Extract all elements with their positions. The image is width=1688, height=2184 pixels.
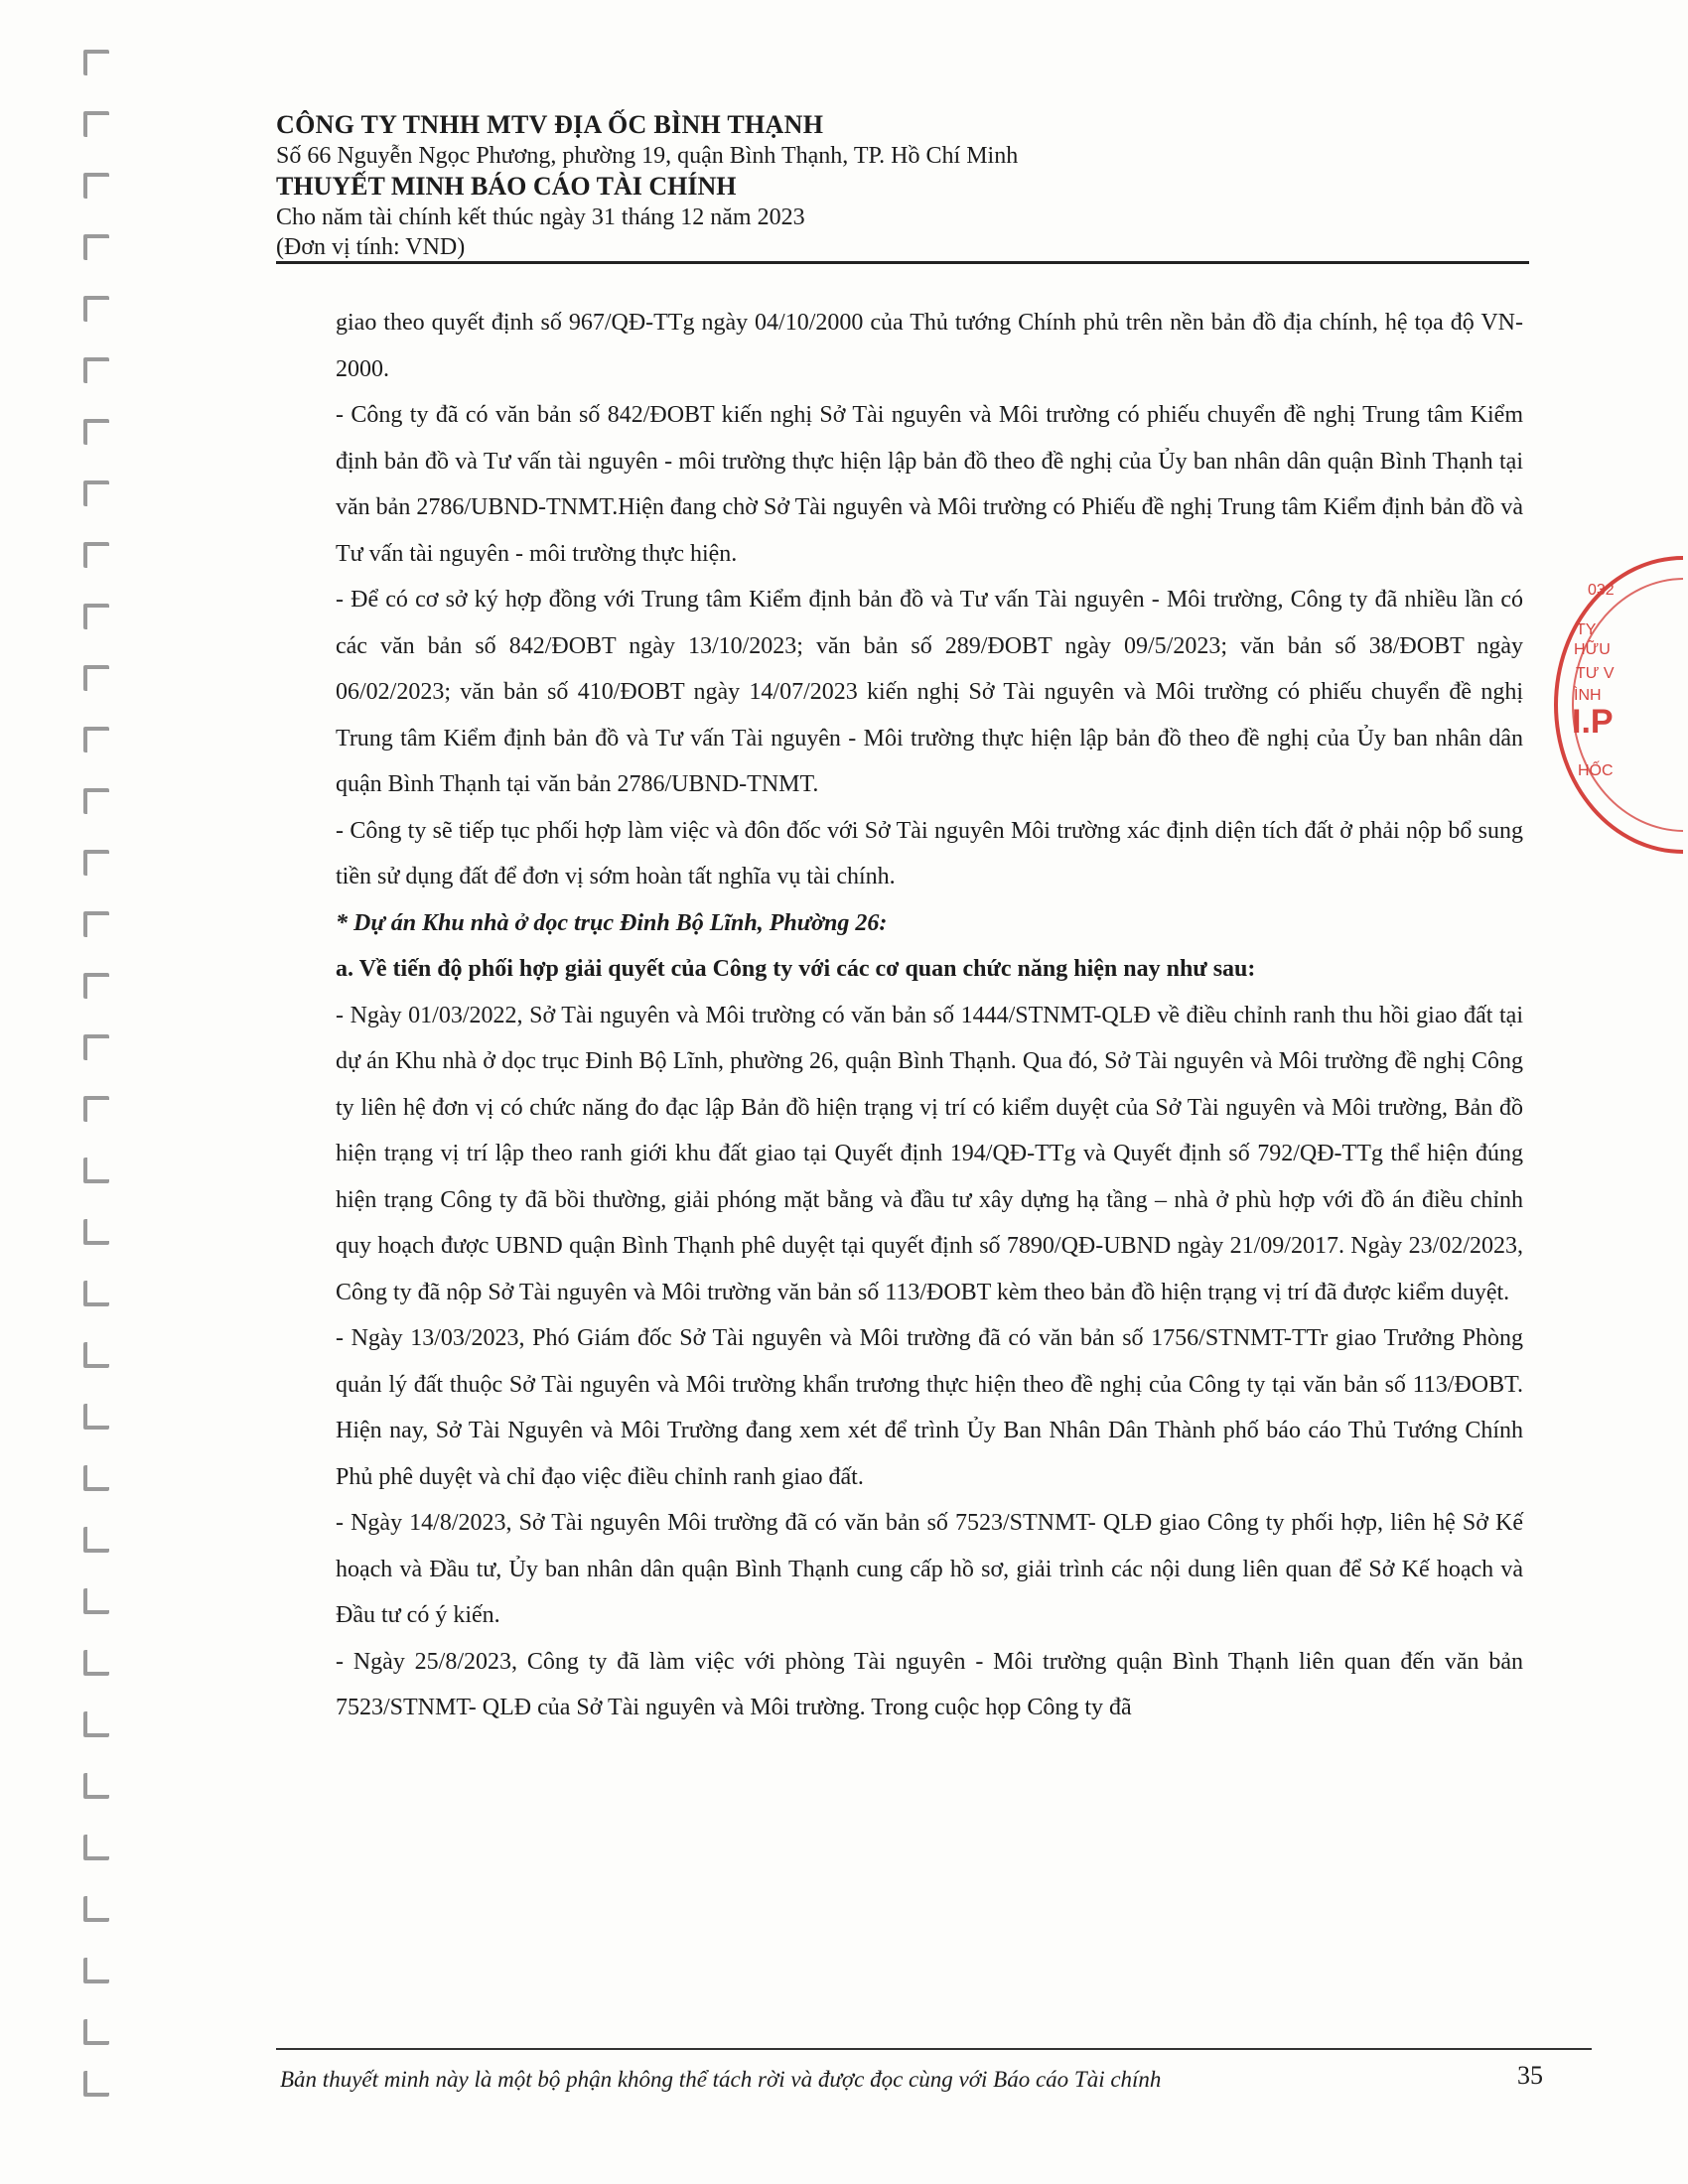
header-divider bbox=[276, 261, 1529, 264]
company-address: Số 66 Nguyễn Ngọc Phương, phường 19, quận Bình Thạnh, TP. Hồ Chí Minh bbox=[276, 143, 1019, 169]
paragraph: - Ngày 13/03/2023, Phó Giám đốc Sở Tài nguyên và Môi trường đã có văn bản số 1756/STNMT-TTr giao Trưởng Phòng quản lý đất thuộc Sở Tài nguyên và Môi trường khẩn trương thực hiện theo đề nghị của Công ty tại văn bản số 113/ĐOBT. Hiện nay, Sở Tài Nguyên và Môi Trường đang xem xét để trình Ủy Ban Nhân Dân Thành phố báo cáo Thủ Tướng Chính Phủ phê duyệt và chỉ đạo việc điều chỉnh ranh giao đất. bbox=[336, 1325, 1523, 1490]
binding-marks bbox=[79, 50, 119, 2095]
page-number: 35 bbox=[1517, 2061, 1543, 2090]
company-name: CÔNG TY TNHH MTV ĐỊA ỐC BÌNH THẠNH bbox=[276, 110, 824, 139]
section-heading: a. Về tiến độ phối hợp giải quyết của Công ty với các cơ quan chức năng hiện nay như sau: bbox=[336, 956, 1256, 982]
report-period: Cho năm tài chính kết thúc ngày 31 tháng 12 năm 2023 bbox=[276, 205, 805, 230]
paragraph: giao theo quyết định số 967/QĐ-TTg ngày 04/10/2000 của Thủ tướng Chính phủ trên nền bản đồ địa chính, hệ tọa độ VN-2000. bbox=[336, 310, 1523, 382]
footer-divider bbox=[276, 2048, 1592, 2050]
document-header bbox=[276, 109, 1527, 262]
paragraph: - Ngày 14/8/2023, Sở Tài nguyên Môi trường đã có văn bản số 7523/STNMT- QLĐ giao Công ty phối hợp, liên hệ Sở Kế hoạch và Đầu tư, Ủy ban nhân dân quận Bình Thạnh cung cấp hồ sơ, giải trình các nội dung liên quan để Sở Kế hoạch và Đầu tư có ý kiến. bbox=[336, 1510, 1523, 1628]
paragraph: - Công ty sẽ tiếp tục phối hợp làm việc và đôn đốc với Sở Tài nguyên Môi trường xác định diện tích đất ở phải nộp bổ sung tiền sử dụng đất để đơn vị sớm hoàn tất nghĩa vụ tài chính. bbox=[336, 817, 1523, 889]
paragraph: - Ngày 25/8/2023, Công ty đã làm việc với phòng Tài nguyên - Môi trường quận Bình Thạnh liên quan đến văn bản 7523/STNMT- QLĐ của Sở Tài nguyên và Môi trường. Trong cuộc họp Công ty đã bbox=[336, 1648, 1523, 1720]
project-heading: * Dự án Khu nhà ở dọc trục Đinh Bộ Lĩnh, Phường 26: bbox=[336, 909, 888, 936]
paragraph: - Công ty đã có văn bản số 842/ĐOBT kiến nghị Sở Tài nguyên và Môi trường có phiếu chuyển đề nghị Trung tâm Kiểm định bản đồ và Tư vấn tài nguyên - môi trường thực hiện lập bản đồ theo đề nghị của Ủy ban nhân dân quận Bình Thạnh tại văn bản 2786/UBND-TNMT.Hiện đang chờ Sở Tài nguyên và Môi trường có Phiếu đề nghị Trung tâm Kiểm định bản đồ và Tư vấn tài nguyên - môi trường thực hiện. bbox=[336, 402, 1523, 567]
paragraph: - Để có cơ sở ký hợp đồng với Trung tâm Kiểm định bản đồ và Tư vấn Tài nguyên - Môi trường, Công ty đã nhiều lần có các văn bản số 842/ĐOBT ngày 13/10/2023; văn bản số 289/ĐOBT ngày 09/5/2023; văn bản số 38/ĐOBT ngày 06/02/2023; văn bản số 410/ĐOBT ngày 14/07/2023 kiến nghị Sở Tài nguyên và Môi trường có phiếu chuyển đề nghị Trung tâm Kiểm định bản đồ và Tư vấn Tài nguyên - Môi trường thực hiện lập bản đồ theo đề nghị của Ủy ban nhân dân quận Bình Thạnh tại văn bản 2786/UBND-TNMT. bbox=[336, 587, 1523, 797]
company-seal: 032 TY HỮU TƯ V ÌNH I.P HỐC bbox=[1554, 556, 1683, 854]
document-body bbox=[336, 300, 1523, 1731]
report-title: THUYẾT MINH BÁO CÁO TÀI CHÍNH bbox=[276, 172, 737, 201]
footer-note: Bản thuyết minh này là một bộ phận không thể tách rời và được đọc cùng với Báo cáo Tài chính bbox=[280, 2067, 1162, 2092]
paragraph: - Ngày 01/03/2022, Sở Tài nguyên và Môi trường có văn bản số 1444/STNMT-QLĐ về điều chỉnh ranh thu hồi giao đất tại dự án Khu nhà ở dọc trục Đinh Bộ Lĩnh, phường 26, quận Bình Thạnh. Qua đó, Sở Tài nguyên và Môi trường đề nghị Công ty liên hệ đơn vị có chức năng đo đạc lập Bản đồ hiện trạng vị trí có kiểm duyệt của Sở Tài nguyên và Môi trường, Bản đồ hiện trạng vị trí lập theo ranh giới khu đất giao tại Quyết định 194/QĐ-TTg và Quyết định số 792/QĐ-TTg thể hiện đúng hiện trạng Công ty đã bồi thường, giải phóng mặt bằng và đầu tư xây dựng hạ tầng – nhà ở phù hợp với đồ án điều chỉnh quy hoạch được UBND quận Bình Thạnh phê duyệt tại quyết định số 7890/QĐ-UBND ngày 21/09/2017. Ngày 23/02/2023, Công ty đã nộp Sở Tài nguyên và Môi trường văn bản số 113/ĐOBT kèm theo bản đồ hiện trạng vị trí đã được kiểm duyệt. bbox=[336, 1002, 1523, 1305]
currency-unit: (Đơn vị tính: VND) bbox=[276, 234, 466, 260]
